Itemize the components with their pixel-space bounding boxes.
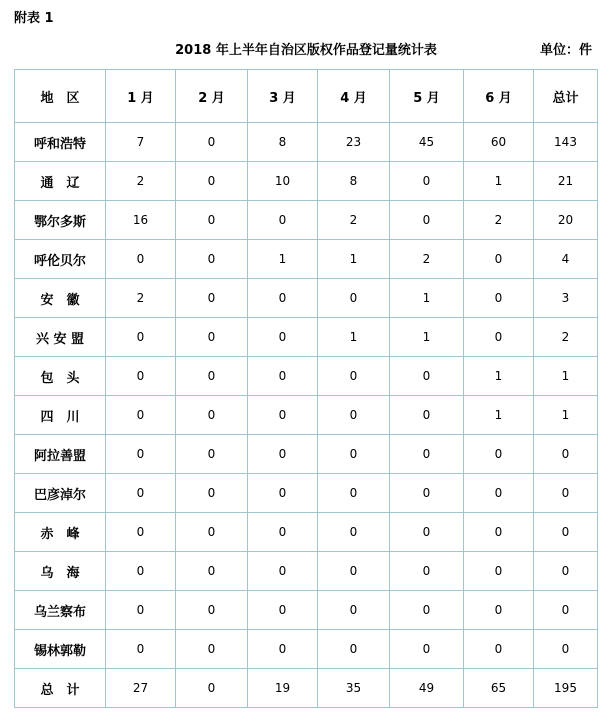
- header-region: 地 区: [15, 70, 106, 123]
- total-value-cell: 0: [534, 435, 598, 474]
- value-cell: 0: [248, 513, 318, 552]
- value-cell: 0: [248, 435, 318, 474]
- total-value-cell: 21: [534, 162, 598, 201]
- value-cell: 0: [390, 435, 464, 474]
- value-cell: 2: [106, 279, 176, 318]
- value-cell: 0: [390, 552, 464, 591]
- region-cell: 包 头: [15, 357, 106, 396]
- value-cell: 0: [106, 552, 176, 591]
- value-cell: 0: [176, 513, 248, 552]
- statistics-table: [14, 69, 598, 708]
- value-cell: 0: [248, 201, 318, 240]
- value-cell: 1: [318, 240, 390, 279]
- total-value-cell: 3: [534, 279, 598, 318]
- value-cell: 1: [248, 240, 318, 279]
- appendix-label: 附表 1: [14, 11, 54, 26]
- total-value-cell: 0: [534, 552, 598, 591]
- value-cell: 0: [248, 318, 318, 357]
- value-cell: 0: [390, 474, 464, 513]
- total-value-cell: 20: [534, 201, 598, 240]
- value-cell: 1: [318, 318, 390, 357]
- table-row: [15, 201, 598, 240]
- value-cell: 0: [464, 513, 534, 552]
- value-cell: 35: [318, 669, 390, 708]
- table-row: [15, 513, 598, 552]
- value-cell: 1: [464, 162, 534, 201]
- value-cell: 60: [464, 123, 534, 162]
- value-cell: 0: [176, 201, 248, 240]
- value-cell: 0: [464, 435, 534, 474]
- value-cell: 0: [106, 474, 176, 513]
- value-cell: 0: [318, 513, 390, 552]
- value-cell: 0: [390, 201, 464, 240]
- value-cell: 0: [106, 240, 176, 279]
- header-month-2: 2 月: [176, 70, 248, 123]
- value-cell: 8: [248, 123, 318, 162]
- value-cell: 0: [176, 123, 248, 162]
- value-cell: 2: [464, 201, 534, 240]
- table-row: [15, 396, 598, 435]
- value-cell: 0: [176, 630, 248, 669]
- table-row: [15, 279, 598, 318]
- table-row: [15, 435, 598, 474]
- value-cell: 0: [318, 435, 390, 474]
- value-cell: 0: [106, 513, 176, 552]
- value-cell: 0: [464, 630, 534, 669]
- region-cell: 四 川: [15, 396, 106, 435]
- value-cell: 0: [106, 630, 176, 669]
- header-month-4: 4 月: [318, 70, 390, 123]
- value-cell: 0: [390, 630, 464, 669]
- header-month-3: 3 月: [248, 70, 318, 123]
- value-cell: 0: [390, 357, 464, 396]
- total-row: [15, 669, 598, 708]
- total-value-cell: 1: [534, 357, 598, 396]
- total-value-cell: 1: [534, 396, 598, 435]
- value-cell: 0: [318, 474, 390, 513]
- total-value-cell: 2: [534, 318, 598, 357]
- table-row: [15, 240, 598, 279]
- value-cell: 0: [464, 552, 534, 591]
- value-cell: 0: [248, 357, 318, 396]
- value-cell: 19: [248, 669, 318, 708]
- total-value-cell: 143: [534, 123, 598, 162]
- value-cell: 0: [318, 591, 390, 630]
- region-cell: 鄂尔多斯: [15, 201, 106, 240]
- value-cell: 0: [390, 591, 464, 630]
- value-cell: 0: [248, 279, 318, 318]
- value-cell: 65: [464, 669, 534, 708]
- value-cell: 0: [318, 357, 390, 396]
- value-cell: 0: [464, 279, 534, 318]
- region-cell: 锡林郭勒: [15, 630, 106, 669]
- header-month-1: 1 月: [106, 70, 176, 123]
- value-cell: 0: [106, 357, 176, 396]
- value-cell: 0: [176, 591, 248, 630]
- region-cell: 赤 峰: [15, 513, 106, 552]
- value-cell: 0: [390, 513, 464, 552]
- header-row: [15, 70, 598, 123]
- value-cell: 0: [106, 591, 176, 630]
- value-cell: 49: [390, 669, 464, 708]
- value-cell: 2: [318, 201, 390, 240]
- value-cell: 0: [464, 591, 534, 630]
- table-row: [15, 591, 598, 630]
- value-cell: 0: [176, 357, 248, 396]
- total-value-cell: 0: [534, 513, 598, 552]
- table-row: [15, 162, 598, 201]
- unit-label: 单位：件: [539, 43, 592, 58]
- region-cell: 呼伦贝尔: [15, 240, 106, 279]
- value-cell: 0: [106, 396, 176, 435]
- total-value-cell: 0: [534, 474, 598, 513]
- value-cell: 0: [390, 162, 464, 201]
- total-value-cell: 0: [534, 630, 598, 669]
- region-cell: 总 计: [15, 669, 106, 708]
- region-cell: 巴彦淖尔: [15, 474, 106, 513]
- table-row: [15, 474, 598, 513]
- value-cell: 0: [464, 240, 534, 279]
- header-total: 总计: [534, 70, 598, 123]
- header-month-6: 6 月: [464, 70, 534, 123]
- value-cell: 7: [106, 123, 176, 162]
- table-body: [15, 70, 598, 708]
- total-value-cell: 4: [534, 240, 598, 279]
- value-cell: 0: [390, 396, 464, 435]
- value-cell: 0: [248, 591, 318, 630]
- value-cell: 0: [464, 474, 534, 513]
- region-cell: 呼和浩特: [15, 123, 106, 162]
- value-cell: 0: [176, 240, 248, 279]
- value-cell: 0: [176, 318, 248, 357]
- value-cell: 1: [390, 279, 464, 318]
- value-cell: 2: [390, 240, 464, 279]
- value-cell: 0: [248, 396, 318, 435]
- value-cell: 0: [176, 162, 248, 201]
- region-cell: 通 辽: [15, 162, 106, 201]
- value-cell: 0: [248, 474, 318, 513]
- table-title: 2018 年上半年自治区版权作品登记量统计表: [175, 43, 437, 58]
- table-row: [15, 630, 598, 669]
- table-row: [15, 552, 598, 591]
- header-month-5: 5 月: [390, 70, 464, 123]
- region-cell: 乌 海: [15, 552, 106, 591]
- table-row: [15, 318, 598, 357]
- value-cell: 0: [176, 396, 248, 435]
- region-cell: 乌兰察布: [15, 591, 106, 630]
- value-cell: 45: [390, 123, 464, 162]
- region-cell: 阿拉善盟: [15, 435, 106, 474]
- value-cell: 23: [318, 123, 390, 162]
- value-cell: 0: [106, 435, 176, 474]
- value-cell: 27: [106, 669, 176, 708]
- value-cell: 8: [318, 162, 390, 201]
- value-cell: 0: [176, 474, 248, 513]
- value-cell: 0: [176, 552, 248, 591]
- value-cell: 0: [318, 552, 390, 591]
- value-cell: 0: [248, 630, 318, 669]
- value-cell: 0: [248, 552, 318, 591]
- table-row: [15, 357, 598, 396]
- value-cell: 0: [464, 318, 534, 357]
- total-value-cell: 195: [534, 669, 598, 708]
- value-cell: 16: [106, 201, 176, 240]
- value-cell: 0: [318, 396, 390, 435]
- value-cell: 1: [464, 357, 534, 396]
- value-cell: 0: [176, 669, 248, 708]
- value-cell: 0: [318, 279, 390, 318]
- value-cell: 0: [176, 279, 248, 318]
- region-cell: 兴 安 盟: [15, 318, 106, 357]
- value-cell: 1: [464, 396, 534, 435]
- value-cell: 0: [318, 630, 390, 669]
- value-cell: 2: [106, 162, 176, 201]
- table-row: [15, 123, 598, 162]
- region-cell: 安 徽: [15, 279, 106, 318]
- total-value-cell: 0: [534, 591, 598, 630]
- value-cell: 0: [176, 435, 248, 474]
- value-cell: 1: [390, 318, 464, 357]
- value-cell: 0: [106, 318, 176, 357]
- value-cell: 10: [248, 162, 318, 201]
